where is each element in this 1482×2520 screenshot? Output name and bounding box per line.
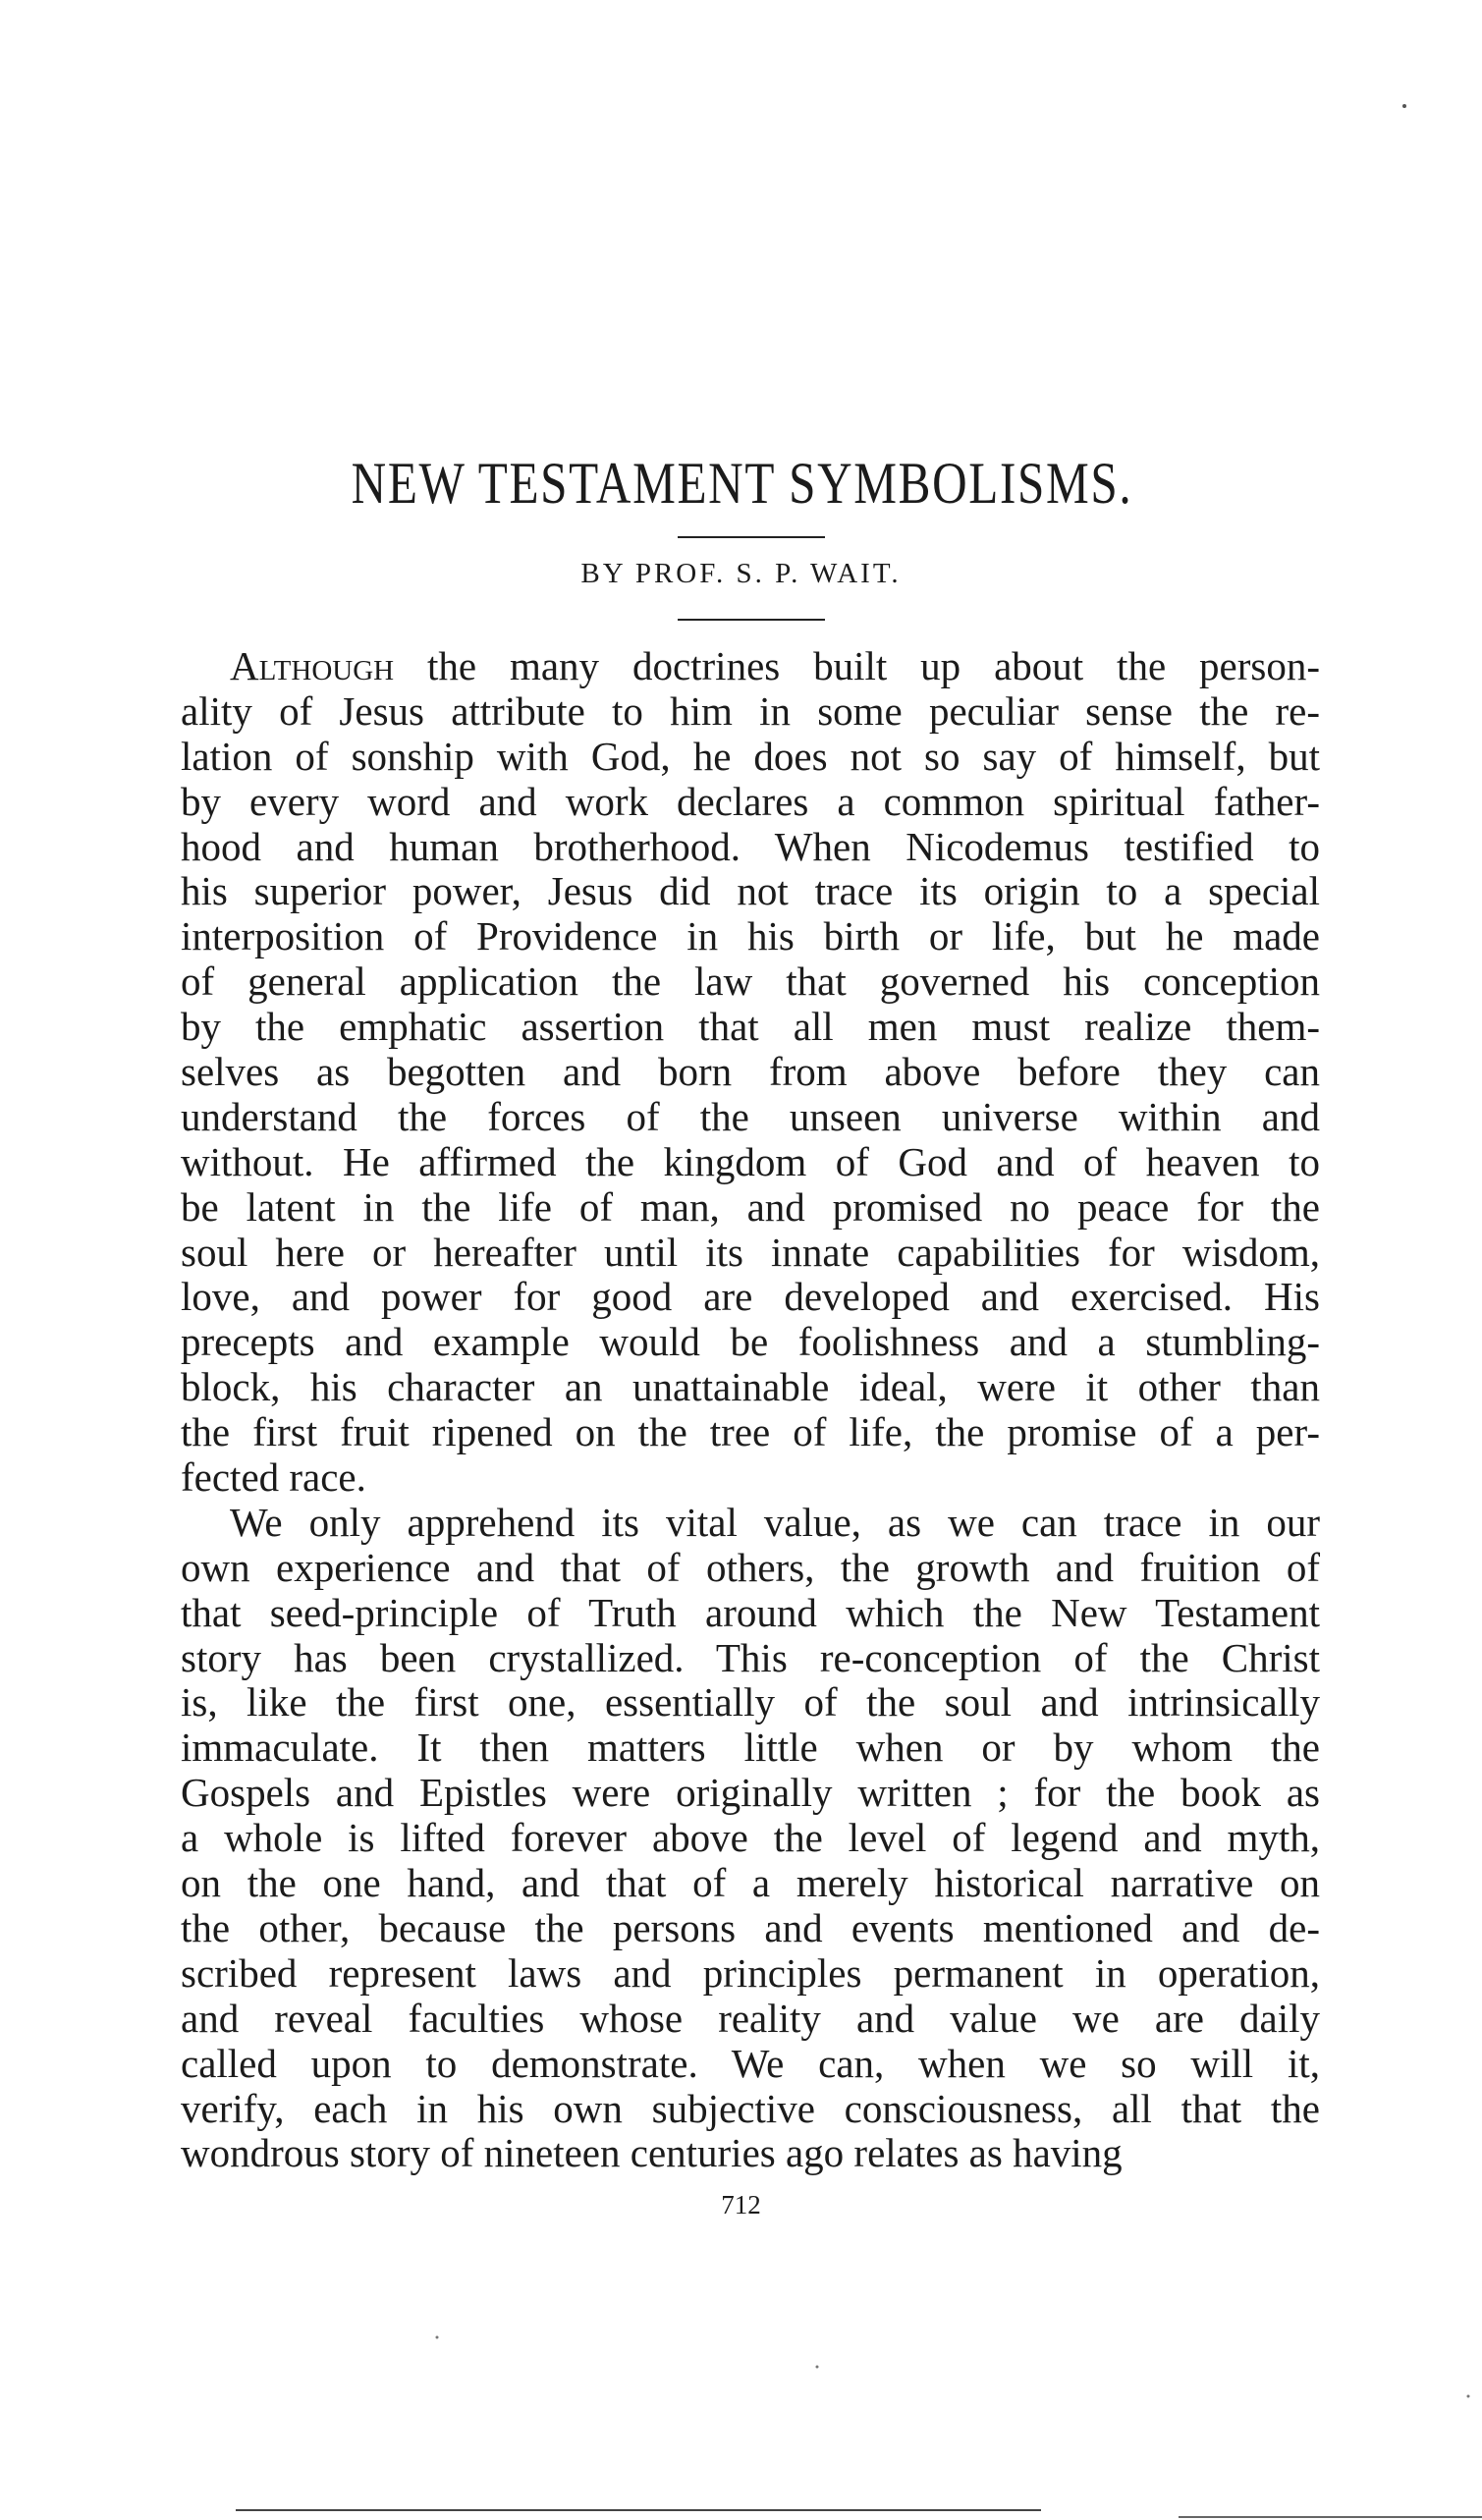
speck: [1402, 104, 1406, 108]
paragraph-1-first-line: [181, 644, 1320, 689]
text-line: scribed represent laws and principles permanent in operation,: [181, 1949, 1320, 1996]
text-line: by every word and work declares a common spiritual father-: [181, 778, 1320, 824]
text-line: be latent in the life of man, and promised no peace for the: [181, 1183, 1320, 1230]
text-line: precepts and example would be foolishness and a stumbling-: [181, 1319, 1320, 1365]
article-body: [181, 644, 1320, 2176]
speck: [1467, 2395, 1470, 2398]
text-line: by the emphatic assertion that all men must realize them-: [181, 1004, 1320, 1050]
title-rule: [678, 536, 825, 538]
text-line: story has been crystallized. This re-conception of the Christ: [181, 1634, 1320, 1680]
text-line: called upon to demonstrate. We can, when we so will it,: [181, 2040, 1320, 2086]
byline-rule: [678, 619, 825, 621]
text-line: own experience and that of others, the growth and fruition of: [181, 1544, 1320, 1590]
text-line: block, his character an unattainable ideal, were it other than: [181, 1364, 1320, 1410]
text-line: interposition of Providence in his birth or life, but he made: [181, 913, 1320, 959]
speck: [816, 2366, 819, 2369]
text-line: immaculate. It then matters little when or by whom the: [181, 1725, 1320, 1771]
paragraph-1: [181, 644, 1320, 1501]
text-line: verify, each in his own subjective consciousness, all that the: [181, 2085, 1320, 2131]
text-line: love, and power for good are developed and exercised. His: [181, 1274, 1320, 1320]
text-line: the other, because the persons and events mentioned and de-: [181, 1904, 1320, 1950]
text-line: on the one hand, and that of a merely historical narrative on: [181, 1860, 1320, 1906]
text-line: soul here or hereafter until its innate capabilities for wisdom,: [181, 1229, 1320, 1275]
text-line: ality of Jesus attribute to him in some peculiar sense the re-: [181, 687, 1320, 734]
text-line: We only apprehend its vital value, as we can trace in our: [230, 1499, 1320, 1545]
article-title: NEW TESTAMENT SYMBOLISMS.: [351, 451, 1133, 516]
text-line: understand the forces of the unseen universe within and: [181, 1093, 1320, 1139]
text-line: his superior power, Jesus did not trace its origin to a special: [181, 868, 1320, 914]
text-line: that seed-principle of Truth around which the New Testament: [181, 1589, 1320, 1635]
text-line: is, like the first one, essentially of the soul and intrinsically: [181, 1679, 1320, 1726]
text-line: hood and human brotherhood. When Nicodemus testified to: [181, 823, 1320, 869]
speck: [436, 2336, 439, 2339]
text-line: Gospels and Epistles were originally written ; for the book as: [181, 1770, 1320, 1816]
text-line: the first fruit ripened on the tree of life, the promise of a per-: [181, 1409, 1320, 1455]
text-line: wondrous story of nineteen centuries ago relates as having: [181, 2130, 1123, 2176]
text-line: a whole is lifted forever above the level of legend and myth,: [181, 1815, 1320, 1861]
author-byline: BY PROF. S. P. WAIT.: [580, 558, 902, 589]
text-line: of general application the law that governed his conception: [181, 959, 1320, 1005]
text-line: selves as begotten and born from above before they can: [181, 1049, 1320, 1095]
page-number: 712: [721, 2190, 761, 2219]
paragraph-2: [181, 1501, 1320, 2176]
opening-word: Although: [230, 643, 395, 688]
text-line: and reveal faculties whose reality and value we are daily: [181, 1995, 1320, 2041]
text-line: without. He affirmed the kingdom of God and of heaven to: [181, 1138, 1320, 1184]
first-line-text: the many doctrines built up about the person-: [394, 643, 1320, 688]
text-line: lation of sonship with God, he does not so say of himself, but: [181, 733, 1320, 779]
text-line: fected race.: [181, 1454, 366, 1501]
